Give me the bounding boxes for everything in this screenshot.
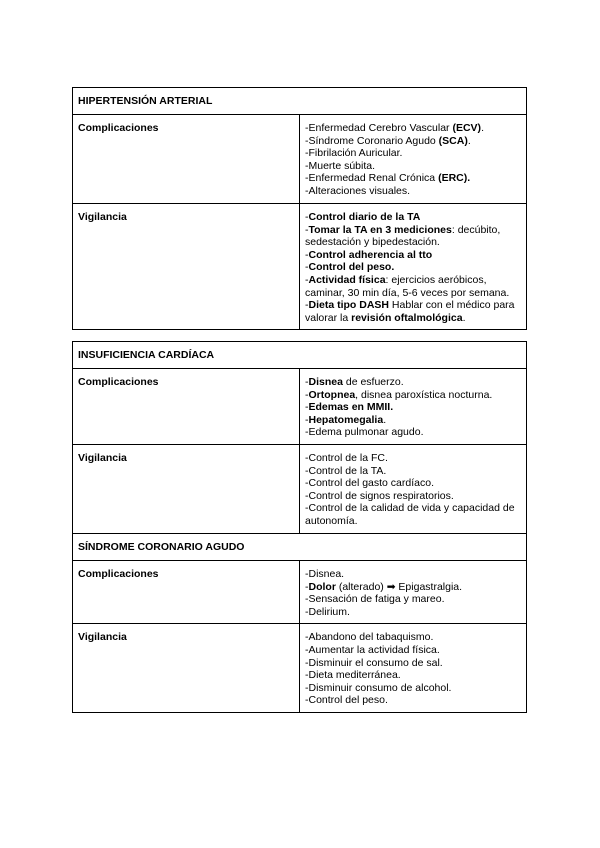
- arrow-right-icon: ➡: [386, 580, 396, 593]
- complicaciones-list: [300, 369, 527, 445]
- list-item: -Abandono del tabaquismo.: [305, 631, 434, 644]
- list-item: -Enfermedad Cerebro Vascular (ECV).: [305, 122, 484, 134]
- row-label-complicaciones: Complicaciones: [73, 115, 300, 204]
- table-hipertension: [72, 87, 527, 330]
- list-item: -Control del gasto cardíaco.: [305, 477, 434, 490]
- row-label-complicaciones: Complicaciones: [73, 561, 300, 624]
- list-item: -Hepatomegalia.: [305, 413, 387, 426]
- list-item: -Enfermedad Renal Crónica (ERC).: [305, 172, 471, 185]
- list-item: -Muerte súbita.: [305, 159, 376, 172]
- list-item: -Control de la FC.: [305, 451, 388, 464]
- list-item: -Dieta mediterránea.: [305, 669, 401, 682]
- list-item: -Control del peso.: [305, 261, 395, 274]
- complicaciones-list: [300, 561, 527, 624]
- list-item: -Alteraciones visuales.: [305, 184, 411, 197]
- row-label-vigilancia: Vigilancia: [73, 624, 300, 713]
- row-label-vigilancia: Vigilancia: [73, 444, 300, 533]
- list-item: -Fibrilación Auricular.: [305, 147, 403, 160]
- list-item: -Sensación de fatiga y mareo.: [305, 593, 445, 606]
- list-item: -Síndrome Coronario Agudo (SCA).: [305, 134, 471, 147]
- row-label-complicaciones: Complicaciones: [73, 369, 300, 445]
- row-label-vigilancia: Vigilancia: [73, 204, 300, 330]
- table-title: HIPERTENSIÓN ARTERIAL: [73, 88, 527, 115]
- list-item: -Edemas en MMII.: [305, 401, 394, 414]
- list-item: -Edema pulmonar agudo.: [305, 426, 424, 439]
- list-item: -Control de la TA.: [305, 464, 387, 477]
- list-item: -Ortopnea, disnea paroxística nocturna.: [305, 388, 493, 401]
- list-item: -Control de signos respiratorios.: [305, 489, 454, 502]
- list-item: -Control adherencia al tto: [305, 248, 433, 261]
- vigilancia-list: [300, 624, 527, 713]
- complicaciones-list: [300, 115, 527, 204]
- list-item: -Disminuir el consumo de sal.: [305, 656, 443, 669]
- table-title: INSUFICIENCIA CARDÍACA: [73, 342, 527, 369]
- table-insuficiencia-cardiaca: [72, 341, 527, 534]
- list-item: -Dieta tipo DASH Hablar con el médico para valorar la revisión oftalmológica.: [305, 299, 515, 324]
- list-item: -Disnea de esfuerzo.: [305, 376, 404, 388]
- list-item: -Control del peso.: [305, 694, 388, 707]
- table-sindrome-coronario: [72, 533, 527, 713]
- list-item: -Control diario de la TA: [305, 211, 421, 223]
- list-item: -Actividad física: ejercicios aeróbicos, caminar, 30 min día, 5-6 veces por semana.: [305, 273, 510, 299]
- list-item: -Aumentar la actividad física.: [305, 643, 440, 656]
- vigilancia-list: [300, 204, 527, 330]
- list-item: -Control de la calidad de vida y capacidad de autonomía.: [305, 502, 515, 527]
- list-item: -Disminuir consumo de alcohol.: [305, 681, 452, 694]
- table-title: SÍNDROME CORONARIO AGUDO: [73, 534, 527, 561]
- list-item: -Tomar la TA en 3 mediciones: decúbito, sedestación y bipedestación.: [305, 223, 501, 249]
- list-item: -Disnea.: [305, 568, 345, 580]
- list-item: -Delirium.: [305, 605, 350, 618]
- list-item: -Dolor (alterado) ➡ Epigastralgia.: [305, 580, 463, 593]
- vigilancia-list: [300, 444, 527, 533]
